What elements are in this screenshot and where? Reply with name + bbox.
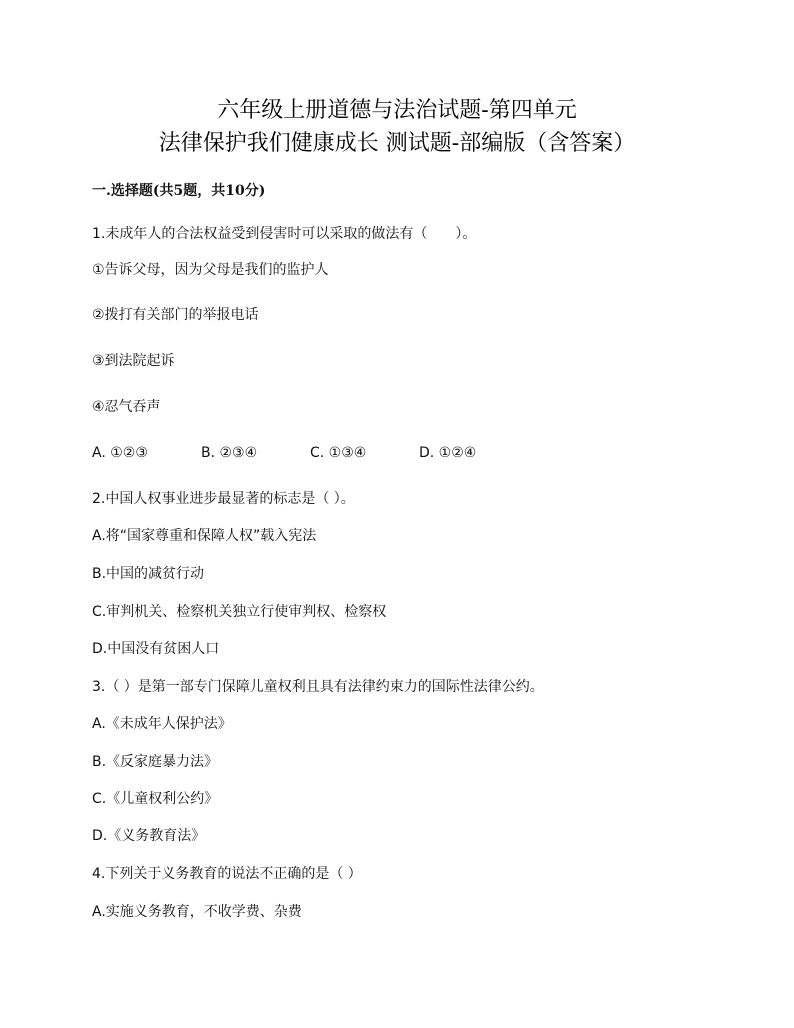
q3-stem: 3.（ ）是第一部专门保障儿童权利且具有法律约束力的国际性法律公约。 bbox=[92, 679, 544, 695]
q1-option-c: C. ①③④ bbox=[310, 445, 367, 461]
section-heading: 一.选择题(共5题，共10分) bbox=[92, 183, 266, 199]
q3-option-a: A.《未成年人保护法》 bbox=[92, 716, 232, 732]
q1-item-1: ①告诉父母，因为父母是我们的监护人 bbox=[92, 262, 329, 278]
q1-options bbox=[92, 443, 528, 463]
q1-item-4: ④忍气吞声 bbox=[92, 399, 161, 415]
q3-option-b: B.《反家庭暴力法》 bbox=[92, 754, 219, 770]
q2-option-d: D.中国没有贫困人口 bbox=[92, 641, 220, 657]
document-title-line1: 六年级上册道德与法治试题-第四单元 bbox=[217, 98, 577, 123]
document-title-line2: 法律保护我们健康成长 测试题-部编版（含答案） bbox=[158, 131, 636, 156]
q4-stem: 4.下列关于义务教育的说法不正确的是（ ） bbox=[92, 866, 362, 882]
q2-option-b: B.中国的减贫行动 bbox=[92, 566, 205, 582]
q1-option-b: B. ②③④ bbox=[201, 445, 258, 461]
q1-item-3: ③到法院起诉 bbox=[92, 353, 175, 369]
q1-option-a: A. ①②③ bbox=[92, 445, 148, 461]
q1-stem: 1.未成年人的合法权益受到侵害时可以采取的做法有（ ）。 bbox=[92, 226, 477, 242]
q3-option-d: D.《义务教育法》 bbox=[92, 828, 206, 844]
q2-stem: 2.中国人权事业进步最显著的标志是（ ）。 bbox=[92, 491, 355, 507]
q1-option-d: D. ①②④ bbox=[419, 445, 477, 461]
q2-option-a: A.将“国家尊重和保障人权”载入宪法 bbox=[92, 528, 317, 544]
q2-option-c: C.审判机关、检察机关独立行使审判权、检察权 bbox=[92, 604, 387, 620]
q4-option-a: A.实施义务教育，不收学费、杂费 bbox=[92, 904, 302, 920]
q1-item-2: ②拨打有关部门的举报电话 bbox=[92, 307, 259, 323]
q3-option-c: C.《儿童权利公约》 bbox=[92, 791, 219, 807]
